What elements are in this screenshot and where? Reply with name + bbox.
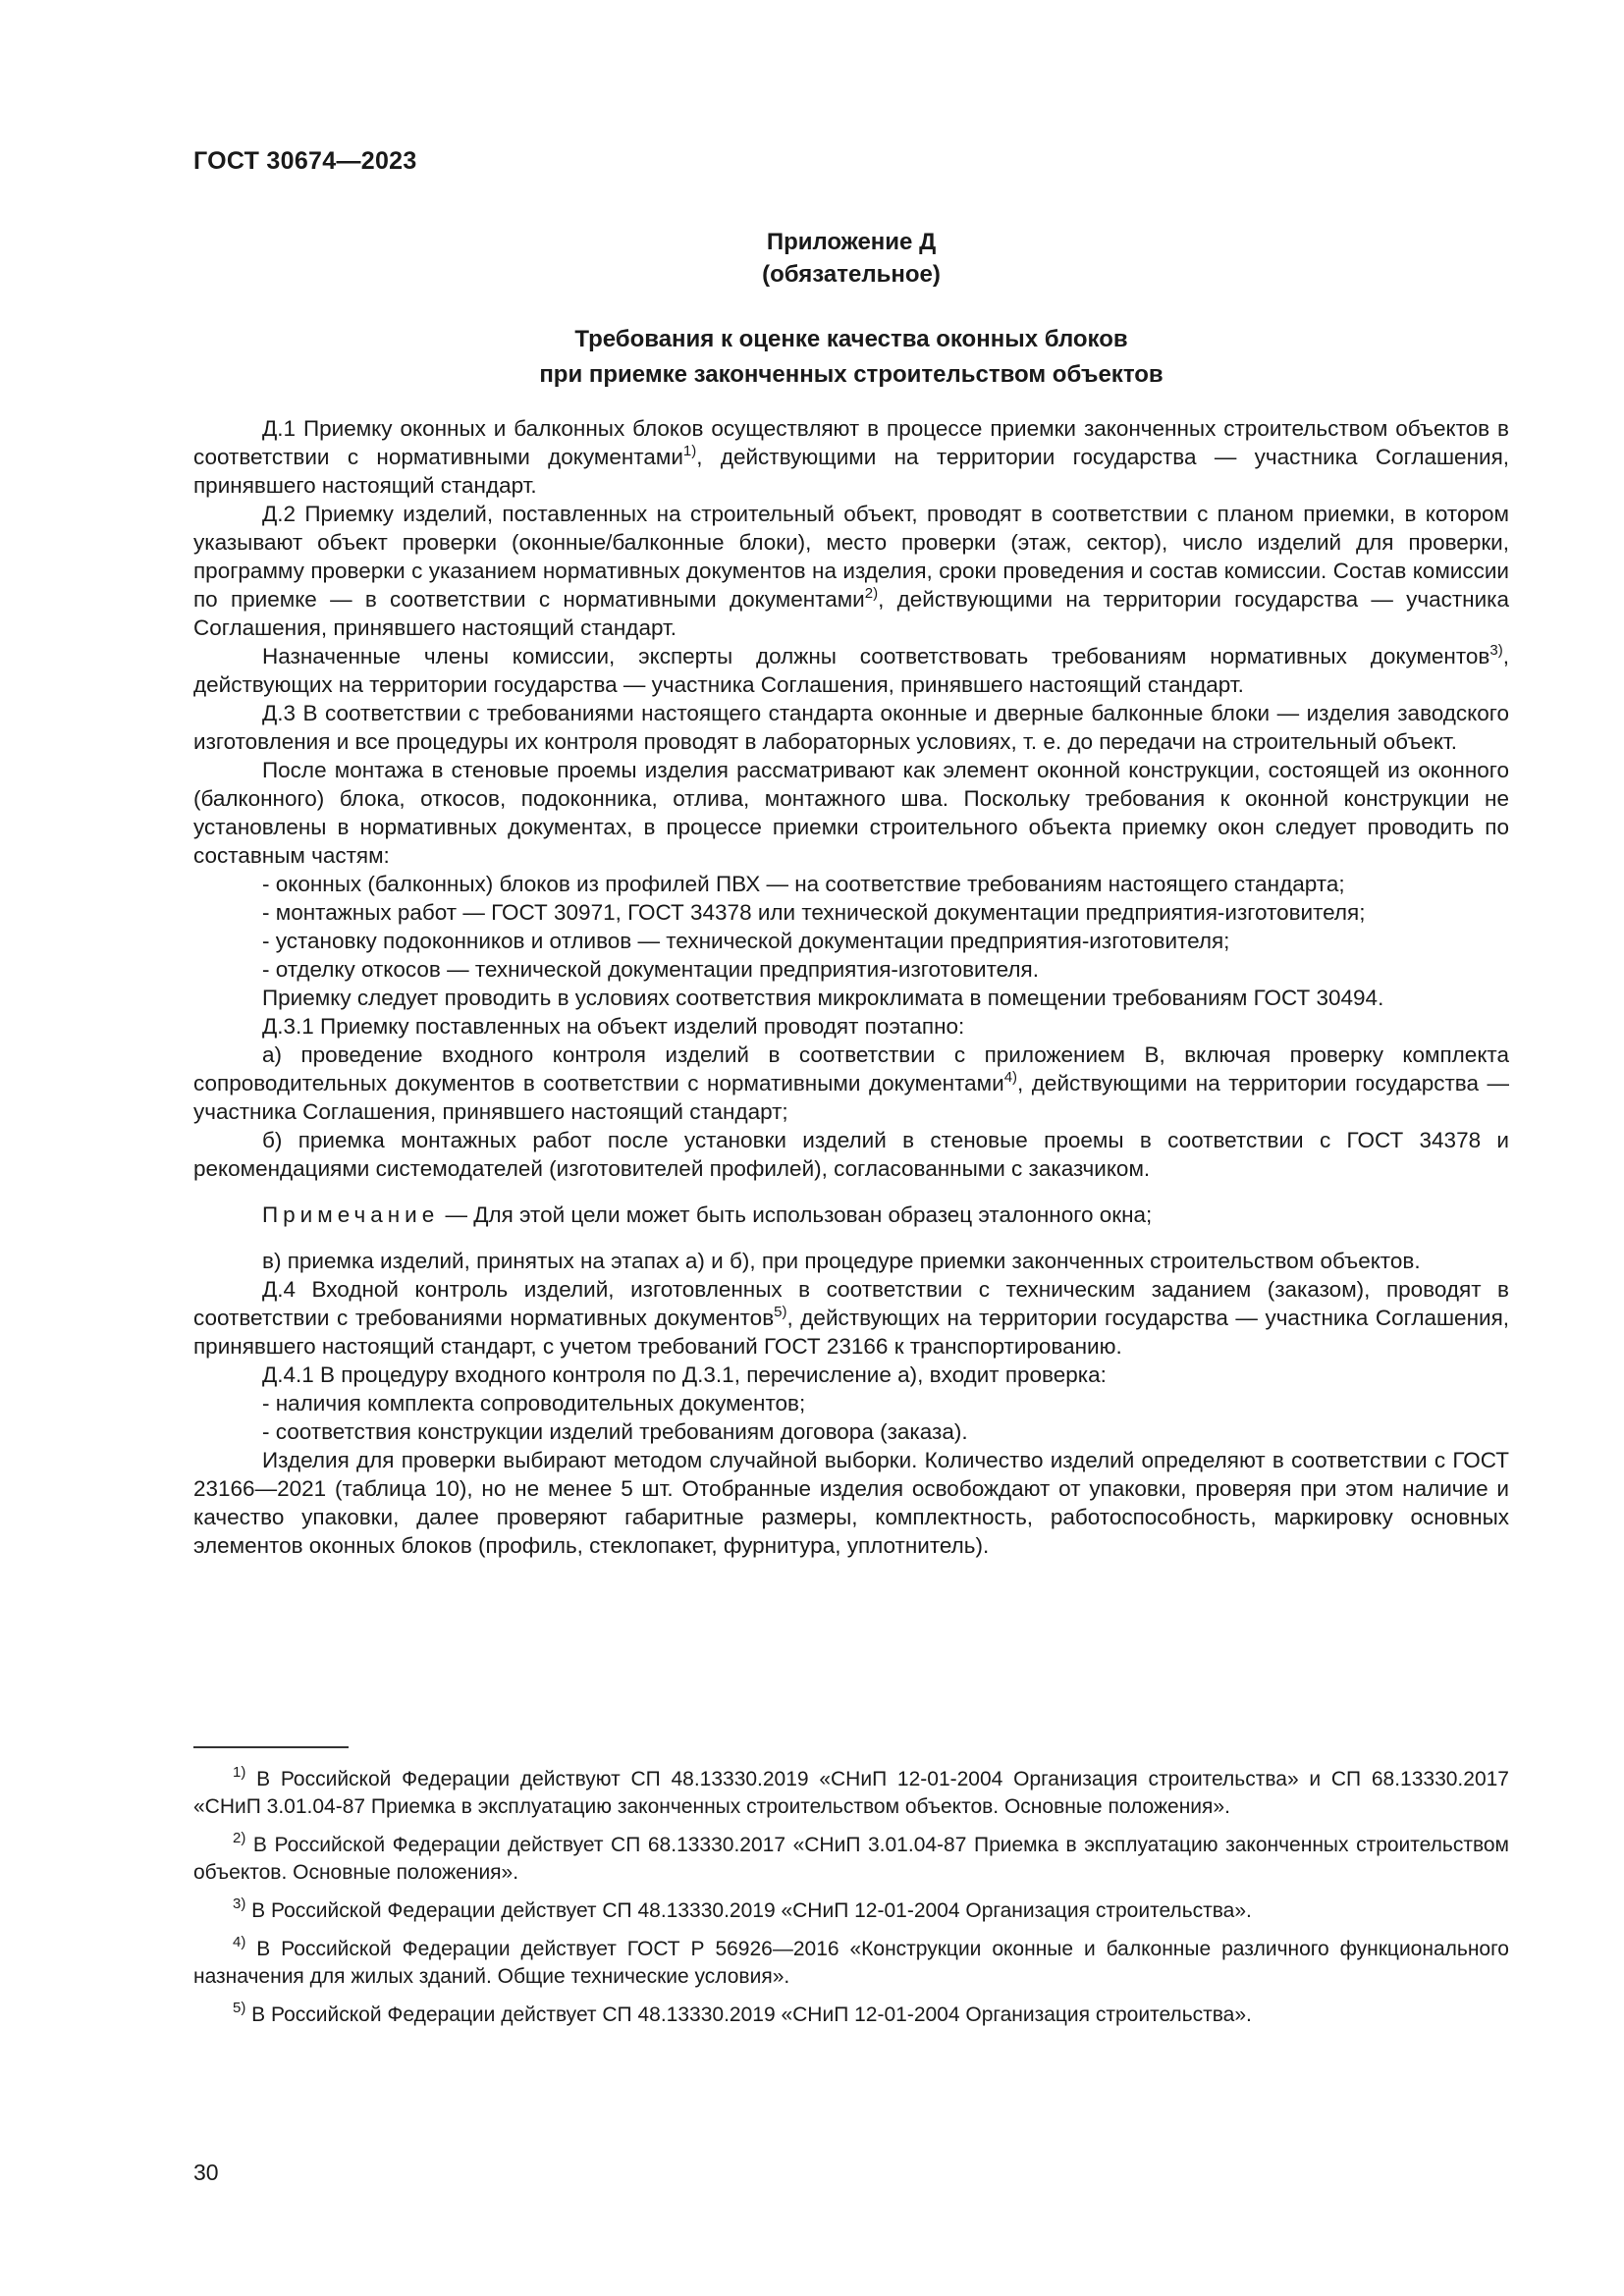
- annex-status: (обязательное): [762, 261, 941, 288]
- footnote-ref: 3): [1489, 642, 1503, 659]
- footnote-mark: 1): [233, 1764, 246, 1781]
- footnote-mark: 5): [233, 2000, 246, 2016]
- section-title-line-1: Требования к оценке качества оконных блоков: [574, 326, 1128, 352]
- list-item: - отделку откосов — технической документации предприятия-изготовителя.: [262, 957, 1039, 982]
- paragraph-step-v: в) приемка изделий, принятых на этапах а) и б), при процедуре приемки законченных строительством объектов.: [262, 1249, 1421, 1273]
- paragraph-d3: Д.3 В соответствии с требованиями настоящего стандарта оконные и дверные балконные блоки — изделия заводского изготовления и все процедуры их контроля проводят в лабораторных условиях, т. е. до передачи на строительный объект.: [193, 701, 1509, 754]
- footnote: $^{2)}$ В Российской Федерации действует СП 68.13330.2017 «СНиП 3.01.04-87 Приемка в эксплуатацию законченных строительством объектов. Основные положения».: [193, 1830, 1509, 1884]
- section-title-line-2: при приемке законченных строительством объектов: [539, 361, 1164, 388]
- footnote-mark: 4): [233, 1934, 246, 1950]
- footnote-mark: 3): [233, 1896, 246, 1912]
- body-text: [193, 414, 1509, 1560]
- paragraph-d4: Д.4 Входной контроль изделий, изготовленных в соответствии с техническим заданием (заказом), проводят в соответствии с требованиями нормативных документов$^{5)}$, действующих на территории государства — участника Соглашения, принявшего настоящий стандарт, с учетом требований ГОСТ 23166 к транспортированию.: [193, 1277, 1510, 1359]
- document-code: ГОСТ 30674—2023: [193, 147, 417, 175]
- footnote-ref: 4): [1003, 1069, 1018, 1086]
- list-item: - оконных (балконных) блоков из профилей ПВХ — на соответствие требованиям настоящего стандарта;: [262, 872, 1345, 896]
- footnotes: [193, 1766, 1509, 2040]
- footnote: $^{4)}$ В Российской Федерации действует ГОСТ Р 56926—2016 «Конструкции оконные и балконные различного функционального назначения для жилых зданий. Общие технические условия».: [193, 1934, 1509, 1988]
- list-item: - наличия комплекта сопроводительных документов;: [262, 1391, 806, 1415]
- paragraph-d2: Д.2 Приемку изделий, поставленных на строительный объект, проводят в соответствии с планом приемки, в котором указывают объект проверки (оконные/балконные блоки), место проверки (этаж, сектор), число изделий для проверки, программу проверки с указанием нормативных документов на изделия, сроки проведения и состав комиссии. Состав комиссии по приемке — в соответствии с нормативными документами$^{2)}$, действующими на территории государства — участника Соглашения, принявшего настоящий стандарт.: [193, 502, 1509, 640]
- footnote-ref: 1): [682, 443, 697, 459]
- list-item: - соответствия конструкции изделий требованиям договора (заказа).: [262, 1419, 968, 1444]
- section-title: [193, 322, 1509, 393]
- footnote-mark: 2): [233, 1830, 246, 1846]
- paragraph-installation: После монтажа в стеновые проемы изделия рассматривают как элемент оконной конструкции, состоящей из оконного (балконного) блока, откосов, подоконника, отлива, монтажного шва. Поскольку требования к оконной конструкции не установлены в нормативных документах, в процессе приемки строительного объекта приемку окон следует проводить по составным частям:: [193, 758, 1509, 868]
- footnote-ref: 5): [774, 1304, 787, 1320]
- footnote-ref: 2): [864, 585, 879, 602]
- paragraph-d3-1: Д.3.1 Приемку поставленных на объект изделий проводят поэтапно:: [262, 1014, 965, 1039]
- footnote: $^{5)}$ В Российской Федерации действует СП 48.13330.2019 «СНиП 12-01-2004 Организация строительства».: [233, 2000, 1252, 2026]
- annex-heading: [193, 226, 1509, 291]
- note: Примечание — Для этой цели может быть использован образец эталонного окна;: [262, 1202, 1153, 1227]
- paragraph-microclimate: Приемку следует проводить в условиях соответствия микроклимата в помещении требованиям ГОСТ 30494.: [262, 986, 1384, 1010]
- page-number: 30: [193, 2160, 219, 2185]
- paragraph-step-b: б) приемка монтажных работ после установки изделий в стеновые проемы в соответствии с ГОСТ 34378 и рекомендациями системодателей (изготовителей профилей), согласованными с заказчиком.: [193, 1128, 1509, 1181]
- paragraph-commission: Назначенные члены комиссии, эксперты должны соответствовать требованиям нормативных документов$^{3)}$, действующих на территории государства — участника Соглашения, принявшего настоящий стандарт.: [193, 642, 1509, 697]
- footnote: $^{1)}$ В Российской Федерации действуют СП 48.13330.2019 «СНиП 12-01-2004 Организация строительства» и СП 68.13330.2017 «СНиП 3.01.04-87 Приемка в эксплуатацию законченных строительством объектов. Основные положения».: [193, 1764, 1509, 1818]
- annex-label: Приложение Д: [766, 229, 937, 255]
- footnote: $^{3)}$ В Российской Федерации действует СП 48.13330.2019 «СНиП 12-01-2004 Организация строительства».: [233, 1896, 1252, 1922]
- paragraph-d4-1: Д.4.1 В процедуру входного контроля по Д.3.1, перечисление а), входит проверка:: [262, 1362, 1107, 1387]
- footnote-divider: [193, 1746, 349, 1748]
- note-label: Примечание: [262, 1202, 440, 1227]
- paragraph-step-a: а) проведение входного контроля изделий в соответствии с приложением В, включая проверку комплекта сопроводительных документов в соответствии с нормативными документами$^{4)}$, действующими на территории государства — участника Соглашения, принявшего настоящий стандарт;: [193, 1042, 1509, 1124]
- paragraph-d1: Д.1 Приемку оконных и балконных блоков осуществляют в процессе приемки законченных строительством объектов в соответствии с нормативными документами$^{1)}$, действующими на территории государства — участника Соглашения, принявшего настоящий стандарт.: [193, 416, 1509, 498]
- paragraph-sampling: Изделия для проверки выбирают методом случайной выборки. Количество изделий определяют в соответствии с ГОСТ 23166—2021 (таблица 10), но не менее 5 шт. Отобранные изделия освобождают от упаковки, проверяя при этом наличие и качество упаковки, далее проверяют габаритные размеры, комплектность, работоспособность, маркировку основных элементов оконных блоков (профиль, стеклопакет, фурнитура, уплотнитель).: [193, 1448, 1509, 1558]
- list-item: - установку подоконников и отливов — технической документации предприятия-изготовителя;: [262, 929, 1230, 953]
- list-item: - монтажных работ — ГОСТ 30971, ГОСТ 34378 или технической документации предприятия-изготовителя;: [262, 900, 1366, 925]
